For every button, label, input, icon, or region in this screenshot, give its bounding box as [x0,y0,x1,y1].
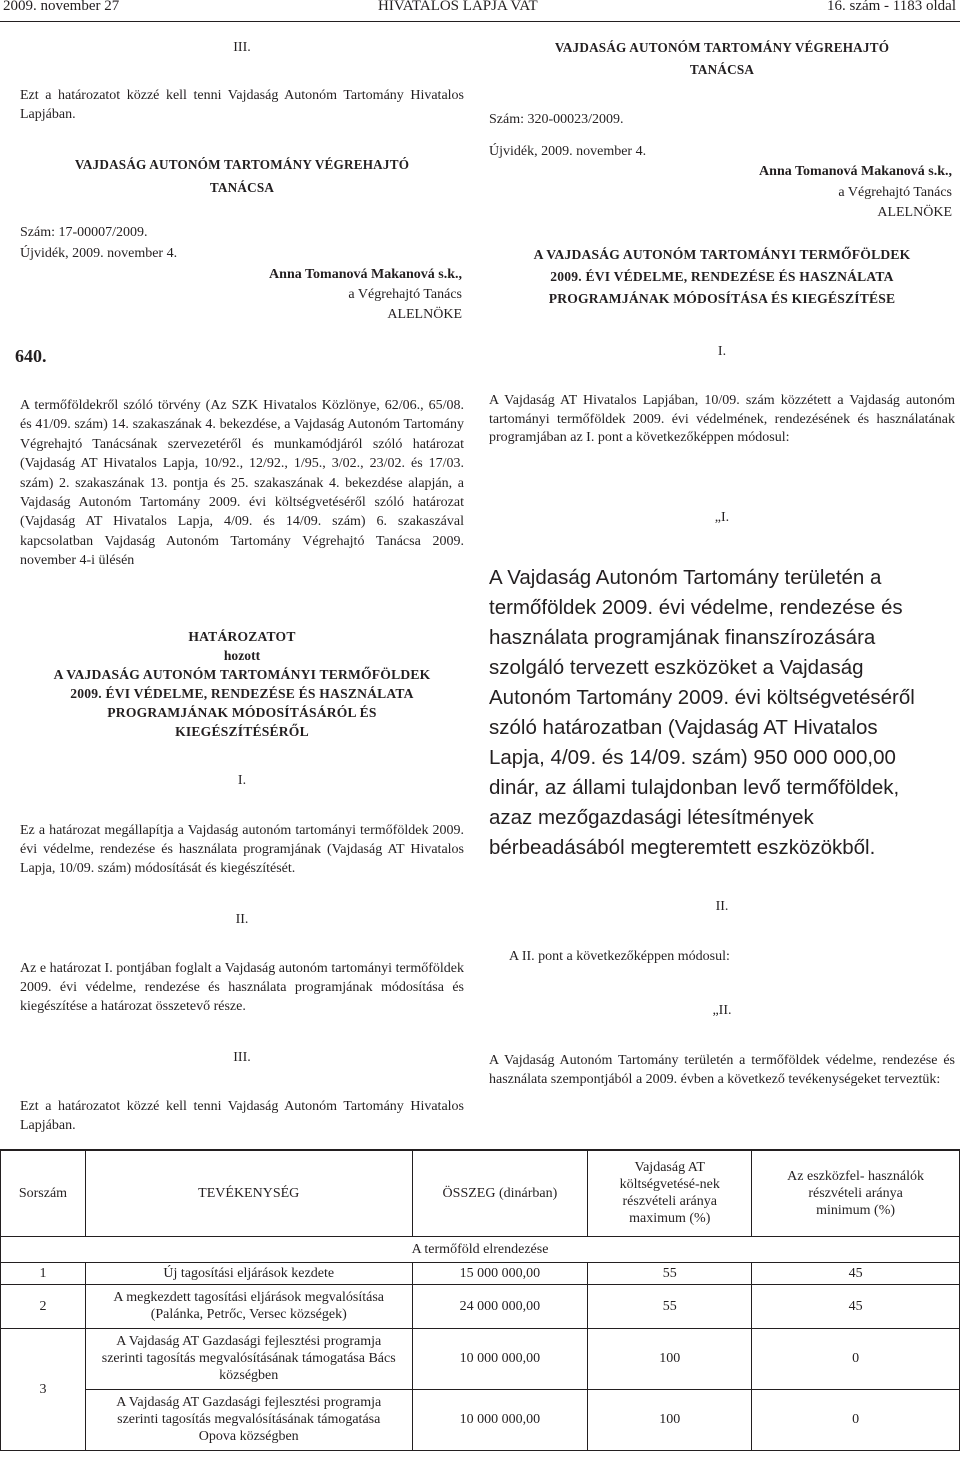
right-council-line2: TANÁCSA [689,62,755,77]
cell-max: 55 [588,1262,752,1284]
annex-title-1: A VAJDASÁG AUTONÓM TARTOMÁNYI TERMŐFÖLDEK [533,247,911,262]
th-max-share: Vajdaság AT költségvetésé-nek részvételi aránya maximum (%) [588,1150,752,1236]
cell-min: 45 [752,1262,960,1284]
left-council-line1: VAJDASÁG AUTONÓM TARTOMÁNY VÉGREHAJTÓ [74,157,410,172]
right-signer-role: a Végrehajtó Tanács [838,185,952,200]
table-header-row [1,1150,960,1236]
table-row [1,1389,960,1450]
decision-hozott: hozott [223,648,261,663]
table-row [1,1262,960,1284]
cell-amount: 15 000 000,00 [412,1262,588,1284]
cell-activity: Új tagosítási eljárások kezdete [85,1262,412,1284]
table-row [1,1284,960,1328]
decision-title-3: PROGRAMJÁNAK MÓDOSÍTÁSÁRÓL ÉS [107,705,377,720]
right-council-line1: VAJDASÁG AUTONÓM TARTOMÁNY VÉGREHAJTÓ [554,40,890,55]
cell-no: 3 [1,1328,86,1450]
cell-activity: A megkezdett tagosítási eljárások megvalósítása (Palánka, Petrőc, Versec községek) [85,1284,412,1328]
decision-word: HATÁROZATOT [188,629,296,644]
table-group-label: A termőföld elrendezése [1,1236,960,1262]
cell-amount: 10 000 000,00 [412,1389,588,1450]
cell-no: 1 [1,1262,86,1284]
right-sec1-heading: I. [717,344,727,359]
th-min-share: Az eszközfel- használók részvételi aránya minimum (%) [752,1150,960,1236]
table-group-row [1,1236,960,1262]
quote1-heading: „I. [714,510,730,525]
cell-no: 2 [1,1284,86,1328]
left-sec1-heading: I. [237,773,247,788]
cell-activity: A Vajdaság AT Gazdasági fejlesztési programja szerinti tagosítás megvalósításának támogatása Bács községben [85,1328,412,1389]
right-signer-name: Anna Tomanová Makanová s.k., [759,164,952,179]
th-activity: TEVÉKENYSÉG [85,1150,412,1236]
th-no: Sorszám [1,1150,86,1236]
quote1-text: A Vajdaság Autonóm Tartomány területén a termőföldek 2009. évi védelme, rendezése és használata programjának finanszírozására szolgáló tervezett eszközöket a Vajdaság Autonóm Tartomány 2009. évi költségvetéséről szóló határozatban (Vajdaság AT Hivatalos Lapja, 4/09. és 14/09. szám) 950 000 000,00 dinár, az állami tulajdonban levő termőföldek, azaz mezőgazdasági létesítmények bérbeadásából megteremtett eszközökből. [489,566,915,859]
left-council-line2: TANÁCSA [209,180,275,195]
cell-min: 45 [752,1284,960,1328]
annex-title-2: 2009. ÉVI VÉDELME, RENDEZÉSE ÉS HASZNÁLATA [550,269,894,284]
table-row [1,1328,960,1389]
right-number: Szám: 320-00023/2009. [489,112,624,127]
page-header [0,0,960,22]
cell-activity: A Vajdaság AT Gazdasági fejlesztési programja szerinti tagosítás megvalósításának támogatása Opova községben [85,1389,412,1450]
annex-title-3: PROGRAMJÁNAK MÓDOSÍTÁSA ÉS KIEGÉSZÍTÉSE [548,291,896,306]
header-page: 16. szám - 1183 oldal [826,0,956,14]
cell-min: 0 [752,1389,960,1450]
right-sec2-text: A II. pont a következőképpen módosul: [509,949,730,964]
cell-amount: 24 000 000,00 [412,1284,588,1328]
header-rule [0,21,960,22]
decision-title-2: 2009. ÉVI VÉDELME, RENDEZÉSE ÉS HASZNÁLATA [70,686,414,701]
header-journal: HIVATALOS LAPJA VAT [378,0,538,14]
left-signer-title: ALELNÖKE [387,307,462,322]
right-signer-title: ALELNÖKE [877,205,952,220]
right-date-place: Újvidék, 2009. november 4. [489,144,647,159]
right-sec1-text: A Vajdaság AT Hivatalos Lapjában, 10/09. szám közzétett a Vajdaság autonóm tartományi termőföldek 2009. évi védelmének, rendezésének és használatának programjában az I. pont a következőképpen módosul: [489,393,955,445]
left-signer-role: a Végrehajtó Tanács [348,287,462,302]
left-sec2-text: Az e határozat I. pontjában foglalt a Vajdaság autonóm tartományi termőföldek 2009. évi védelme, rendezése és használata programjának módosítása és kiegészítése a határozat összetevő része. [20,961,464,1014]
cell-max: 100 [588,1328,752,1389]
quote2-heading: „II. [712,1003,732,1018]
left-signer-name: Anna Tomanová Makanová s.k., [269,267,462,282]
cell-min: 0 [752,1328,960,1389]
decision-title-1: A VAJDASÁG AUTONÓM TARTOMÁNYI TERMŐFÖLDEK [53,667,431,682]
left-sec2-heading: II. [235,912,249,927]
cell-max: 55 [588,1284,752,1328]
left-date-place: Újvidék, 2009. november 4. [20,246,178,261]
left-number: Szám: 17-00007/2009. [20,225,148,240]
th-amount: ÖSSZEG (dinárban) [412,1150,588,1236]
activities-table [0,1149,960,1451]
right-sec2-heading: II. [715,899,729,914]
quote2-text: A Vajdaság Autonóm Tartomány területén a termőföldek védelme, rendezése és használata szempontjából a 2009. évben a következő tevékenységeket terveztük: [489,1053,955,1087]
left-prev-section-heading: III. [233,40,251,55]
left-sec3-text: Ezt a határozatot közzé kell tenni Vajdaság Autonóm Tartomány Hivatalos Lapjában. [20,1099,464,1133]
left-sec3-heading: III. [233,1050,251,1065]
left-sec1-text: Ez a határozat megállapítja a Vajdaság autonóm tartományi termőföldek 2009. évi védelme, rendezése és használata programjának (Vajdaság AT Hivatalos Lapja, 10/09. szám) módosítását és kiegészítését. [20,823,464,876]
item-number: 640. [15,346,47,366]
decision-title-4: KIEGÉSZÍTÉSÉRŐL [175,724,309,739]
cell-amount: 10 000 000,00 [412,1328,588,1389]
left-prev-text: Ezt a határozatot közzé kell tenni Vajdaság Autonóm Tartomány Hivatalos Lapjában. [20,88,464,122]
cell-max: 100 [588,1389,752,1450]
header-date: 2009. november 27 [3,0,120,14]
left-preamble: A termőföldekről szóló törvény (Az SZK Hivatalos Közlönye, 62/06., 65/08. és 41/09. szám) 14. szakaszának 4. bekezdése, a Vajdaság Autonóm Tartomány Végrehajtó Tanácsának szervezetéről és munkamódjáról szóló határozat (Vajdaság AT Hivatalos Lapja, 10/92., 12/92., 1/95., 3/02., 23/02. és 17/03. szám) 2. szakaszának 13. pontja és 25. szakaszának 4. bekezdése alapján, a Vajdaság Autonóm Tartomány 2009. évi költségvetéséről szóló határozat (Vajdaság AT Hivatalos Lapja, 4/09. és 14/09. szám) 6. szakaszával kapcsolatban Vajdaság Autonóm Tartomány Végrehajtó Tanácsa 2009. november 4-i ülésén [20,398,464,569]
